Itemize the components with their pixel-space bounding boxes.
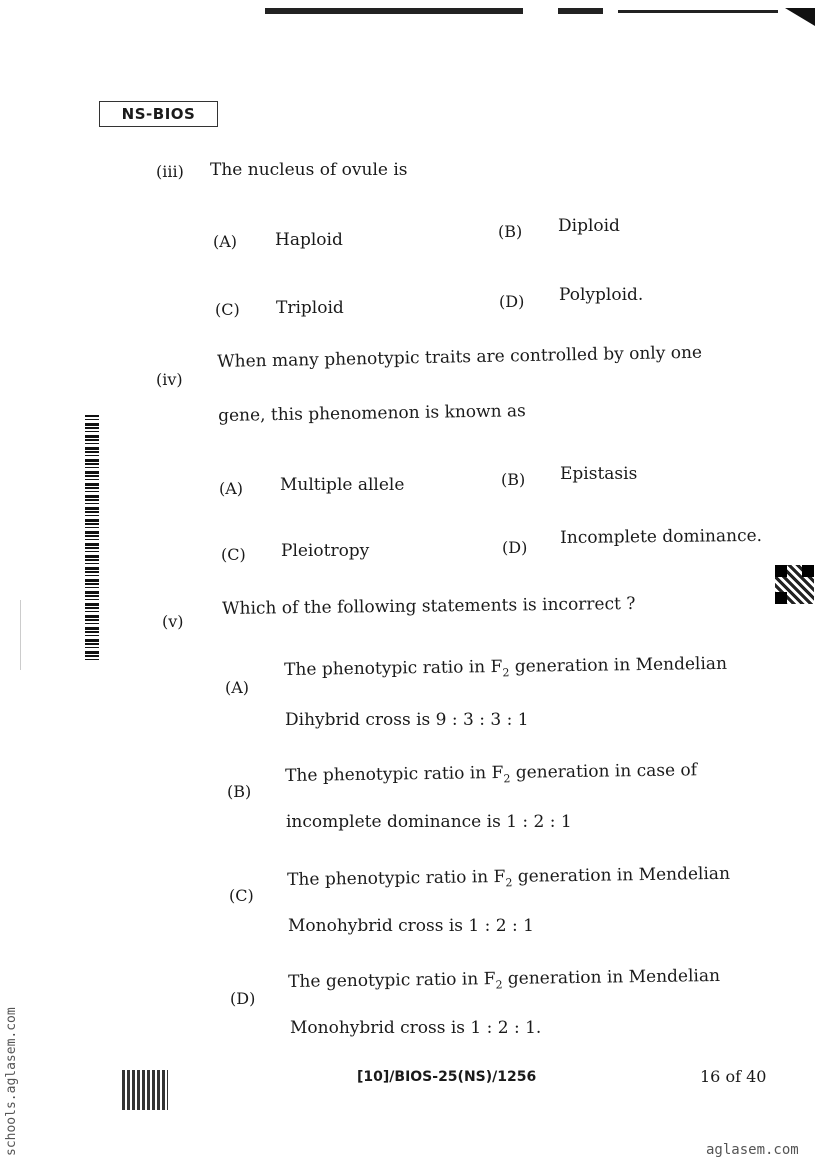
question-text: gene, this phenomenon is known as <box>218 401 526 426</box>
option-label: (D) <box>499 292 525 311</box>
option-text: Pleiotropy <box>281 541 370 561</box>
side-url: schools.aglasem.com <box>4 1007 19 1156</box>
option-text-part: The phenotypic ratio in F <box>287 866 506 890</box>
option-text: Diploid <box>558 216 620 236</box>
option-text: Epistasis <box>560 464 638 484</box>
question-text: When many phenotypic traits are controlled by only one <box>217 342 703 372</box>
option-label: (C) <box>221 545 246 564</box>
option-text: Multiple allele <box>280 475 405 495</box>
option-text-part: generation in Mendelian <box>509 653 728 677</box>
option-text-part: The phenotypic ratio in F <box>284 656 503 680</box>
watermark: aglasem.com <box>706 1142 799 1158</box>
option-text: Incomplete dominance. <box>560 525 763 548</box>
scan-mark <box>558 8 603 14</box>
subscript: 2 <box>495 978 503 992</box>
question-number: (iii) <box>156 162 184 181</box>
question-number: (v) <box>162 612 184 631</box>
option-label: (D) <box>502 538 528 557</box>
option-label: (B) <box>501 470 526 489</box>
subscript: 2 <box>502 666 510 680</box>
question-number: (iv) <box>156 370 183 389</box>
option-text: Polyploid. <box>559 285 644 305</box>
scan-mark <box>265 8 523 14</box>
option-text: Monohybrid cross is 1 : 2 : 1. <box>290 1018 542 1038</box>
option-text-part: generation in Mendelian <box>512 863 731 887</box>
option-label: (A) <box>225 678 250 697</box>
paper-code: NS-BIOS <box>99 101 218 127</box>
page-number: 16 of 40 <box>700 1067 767 1086</box>
option-label: (C) <box>215 300 240 319</box>
qr-code <box>775 565 814 604</box>
option-text-part: The phenotypic ratio in F <box>285 762 504 786</box>
option-text-part: generation in case of <box>510 760 698 783</box>
option-text <box>288 966 720 994</box>
option-text: incomplete dominance is 1 : 2 : 1 <box>286 812 572 832</box>
footer-code: [10]/BIOS-25(NS)/1256 <box>357 1069 537 1085</box>
option-label: (D) <box>230 989 256 1008</box>
barcode <box>85 415 99 660</box>
option-label: (A) <box>213 232 238 251</box>
option-text <box>287 864 730 893</box>
qr-code-bottom <box>122 1070 168 1110</box>
option-text: Dihybrid cross is 9 : 3 : 3 : 1 <box>285 710 529 730</box>
option-text: Triploid <box>276 298 344 318</box>
option-label: (C) <box>229 886 254 905</box>
option-text-part: The genotypic ratio in F <box>288 969 496 992</box>
option-label: (B) <box>498 222 523 241</box>
option-label: (A) <box>219 479 244 498</box>
option-text-part: generation in Mendelian <box>502 965 721 990</box>
option-text <box>285 760 697 788</box>
scan-line <box>20 600 21 670</box>
option-text <box>284 654 727 683</box>
option-text: Monohybrid cross is 1 : 2 : 1 <box>288 916 534 936</box>
option-text: Haploid <box>275 230 343 250</box>
scan-mark <box>618 10 778 13</box>
subscript: 2 <box>505 876 513 890</box>
option-label: (B) <box>227 782 252 801</box>
question-text: Which of the following statements is incorrect ? <box>222 593 636 619</box>
question-text: The nucleus of ovule is <box>210 160 408 180</box>
subscript: 2 <box>503 772 511 786</box>
scan-corner <box>785 8 815 26</box>
